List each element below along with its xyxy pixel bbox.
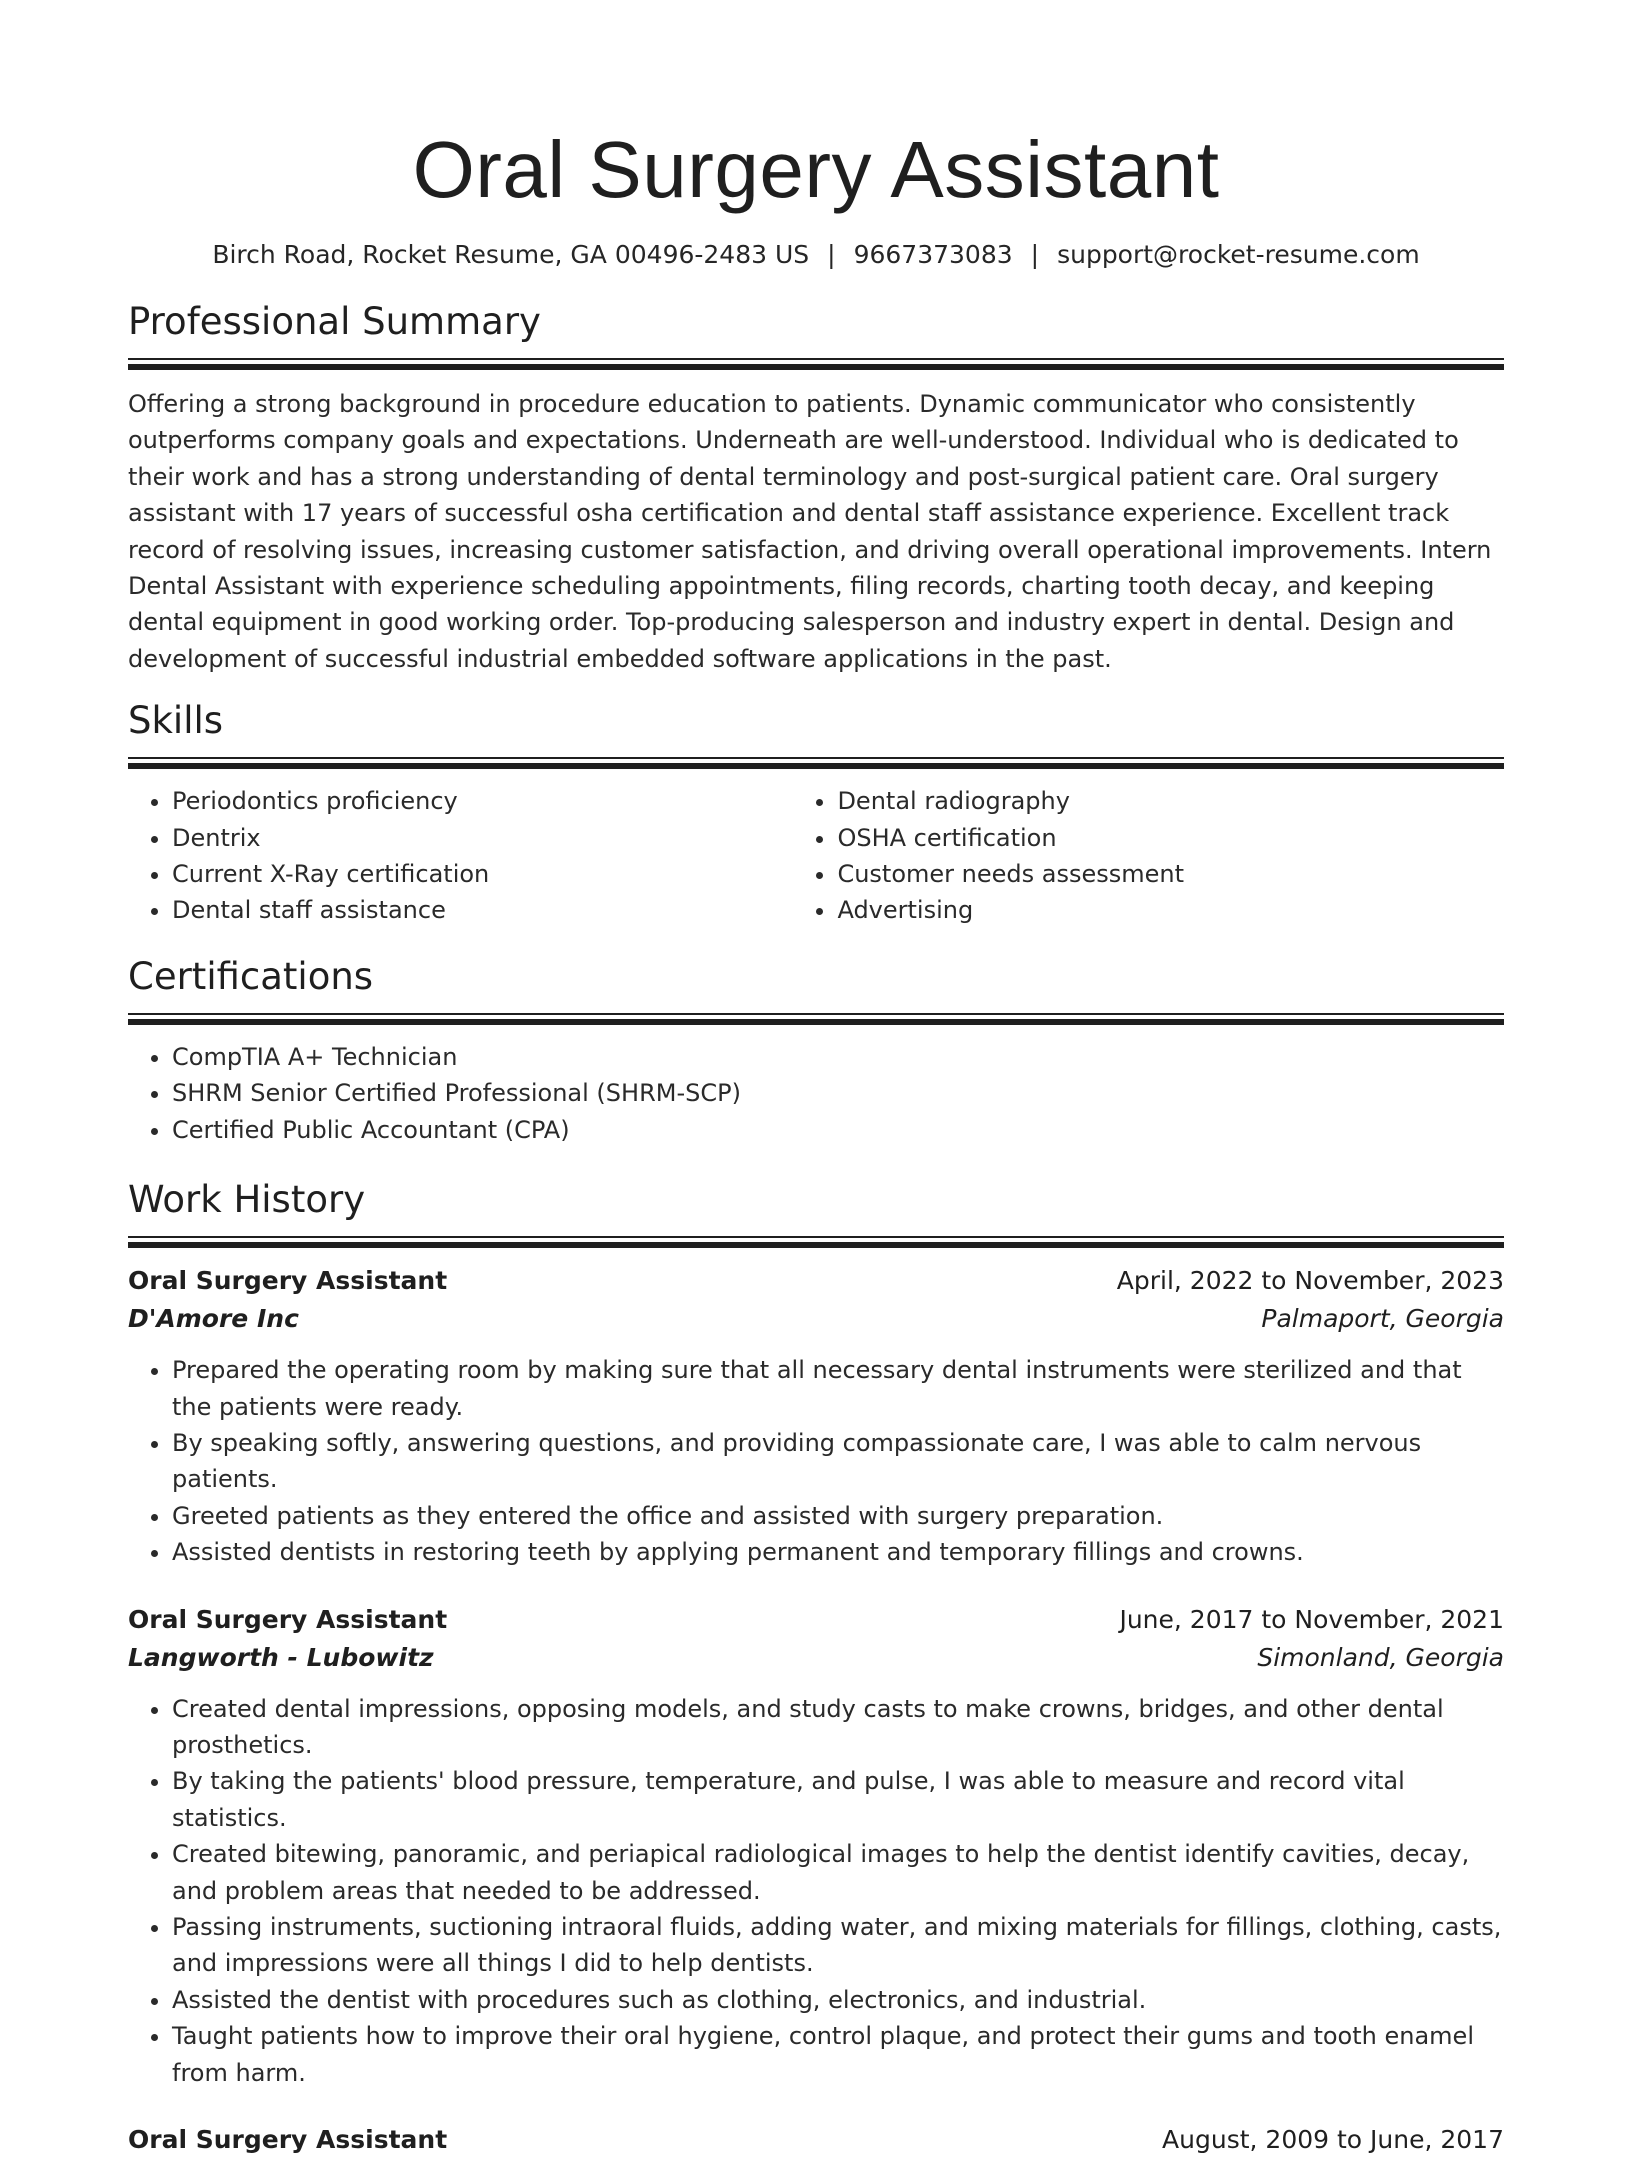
job-header <box>128 2121 1504 2159</box>
certifications-list <box>128 1039 1504 1148</box>
section-divider <box>128 1013 1504 1025</box>
resume-page <box>128 0 1504 2159</box>
job-entry <box>128 1262 1504 1570</box>
section-title-certifications: Certifications <box>128 954 374 998</box>
skills-section <box>128 697 1504 929</box>
job-title: Oral Surgery Assistant <box>128 1604 448 1634</box>
contact-line <box>128 238 1504 272</box>
job-entry <box>128 1601 1504 2091</box>
job-duty: • Assisted dentists in restoring teeth by applying permanent and temporary fillings and crowns. <box>172 1534 1504 1570</box>
job-duty: • By speaking softly, answering questions, and providing compassionate care, I was able to calm nervous patients. <box>172 1425 1504 1498</box>
job-duty: • By taking the patients' blood pressure, temperature, and pulse, I was able to measure and record vital statistics. <box>172 1763 1504 1836</box>
skill-item: • Dentrix <box>172 820 793 856</box>
job-duty: • Created bitewing, panoramic, and periapical radiological images to help the dentist identify cavities, decay, and problem areas that needed to be addressed. <box>172 1836 1504 1909</box>
skill-item: • Periodontics proficiency <box>172 783 793 819</box>
job-dates: June, 2017 to November, 2021 <box>1119 1604 1504 1634</box>
job-subheader <box>128 1300 1504 1338</box>
skill-item: • Advertising <box>837 892 1504 928</box>
contact-separator: | <box>1030 240 1040 269</box>
contact-email[interactable]: support@rocket-resume.com <box>1057 240 1420 269</box>
section-divider <box>128 757 1504 769</box>
job-duty: • Assisted the dentist with procedures such as clothing, electronics, and industrial. <box>172 1982 1504 2018</box>
skills-grid <box>128 783 1504 929</box>
certifications-section <box>128 953 1504 1148</box>
job-duty: • Created dental impressions, opposing models, and study casts to make crowns, bridges, and other dental prosthetics. <box>172 1691 1504 1764</box>
skills-list-left <box>128 783 793 929</box>
skill-item: • Dental radiography <box>837 783 1504 819</box>
job-company: D'Amore Inc <box>128 1304 299 1334</box>
work-history-section <box>128 1176 1504 2159</box>
job-location: Palmaport, Georgia <box>1261 1304 1504 1334</box>
job-title: Oral Surgery Assistant <box>128 2125 448 2154</box>
contact-separator: | <box>827 240 836 269</box>
certification-item: • CompTIA A+ Technician <box>172 1039 1504 1075</box>
skills-list-right <box>793 783 1504 929</box>
job-duty: • Prepared the operating room by making sure that all necessary dental instruments were sterilized and that the patients were ready. <box>172 1352 1504 1425</box>
job-title: Oral Surgery Assistant <box>128 1266 448 1296</box>
contact-address: Birch Road, Rocket Resume, GA 00496-2483 US <box>212 240 810 269</box>
skill-item: • OSHA certification <box>837 820 1504 856</box>
job-header <box>128 1262 1504 1300</box>
job-duty: • Taught patients how to improve their oral hygiene, control plaque, and protect their gums and tooth enamel from harm. <box>172 2018 1504 2091</box>
section-title-skills: Skills <box>128 699 224 743</box>
job-duty: • Greeted patients as they entered the office and assisted with surgery preparation. <box>172 1498 1504 1534</box>
section-divider <box>128 1236 1504 1248</box>
job-company: Langworth - Lubowitz <box>128 1642 434 1672</box>
section-title-work-history: Work History <box>128 1178 366 1222</box>
skill-item: • Current X-Ray certification <box>172 856 793 892</box>
job-entry <box>128 2121 1504 2159</box>
summary-section <box>128 298 1504 677</box>
job-duty: • Passing instruments, suctioning intraoral fluids, adding water, and mixing materials for fillings, clothing, casts, and impressions were all things I did to help dentists. <box>172 1909 1504 1982</box>
job-dates: August, 2009 to June, 2017 <box>1162 2125 1504 2154</box>
job-header <box>128 1601 1504 1639</box>
skill-item: • Customer needs assessment <box>837 856 1504 892</box>
section-title-summary: Professional Summary <box>128 300 541 343</box>
section-divider <box>128 358 1504 370</box>
job-dates: April, 2022 to November, 2023 <box>1116 1266 1504 1296</box>
skill-item: • Dental staff assistance <box>172 892 793 928</box>
job-subheader <box>128 1639 1504 1677</box>
job-duties <box>128 1352 1504 1570</box>
contact-phone: 9667373083 <box>853 240 1013 269</box>
certification-item: • Certified Public Accountant (CPA) <box>172 1112 1504 1148</box>
job-duties <box>128 1691 1504 2091</box>
job-location: Simonland, Georgia <box>1257 1642 1504 1672</box>
summary-text: Offering a strong background in procedure education to patients. Dynamic communicator who consistently outperforms company goals and expectations. Underneath are well-understood. Individual who is dedicated to their work and has a strong understanding of dental terminology and post-surgical patient care. Oral surgery assistant with 17 years of successful osha certification and dental staff assistance experience. Excellent track record of resolving issues, increasing customer satisfaction, and driving overall operational improvements. Intern Dental Assistant with experience scheduling appointments, filing records, charting tooth decay, and keeping dental equipment in good working order. Top-producing salesperson and industry expert in dental. Design and development of successful industrial embedded software applications in the past. <box>128 390 1492 673</box>
resume-name: Oral Surgery Assistant <box>412 125 1220 214</box>
certification-item: • SHRM Senior Certified Professional (SHRM-SCP) <box>172 1075 1504 1111</box>
